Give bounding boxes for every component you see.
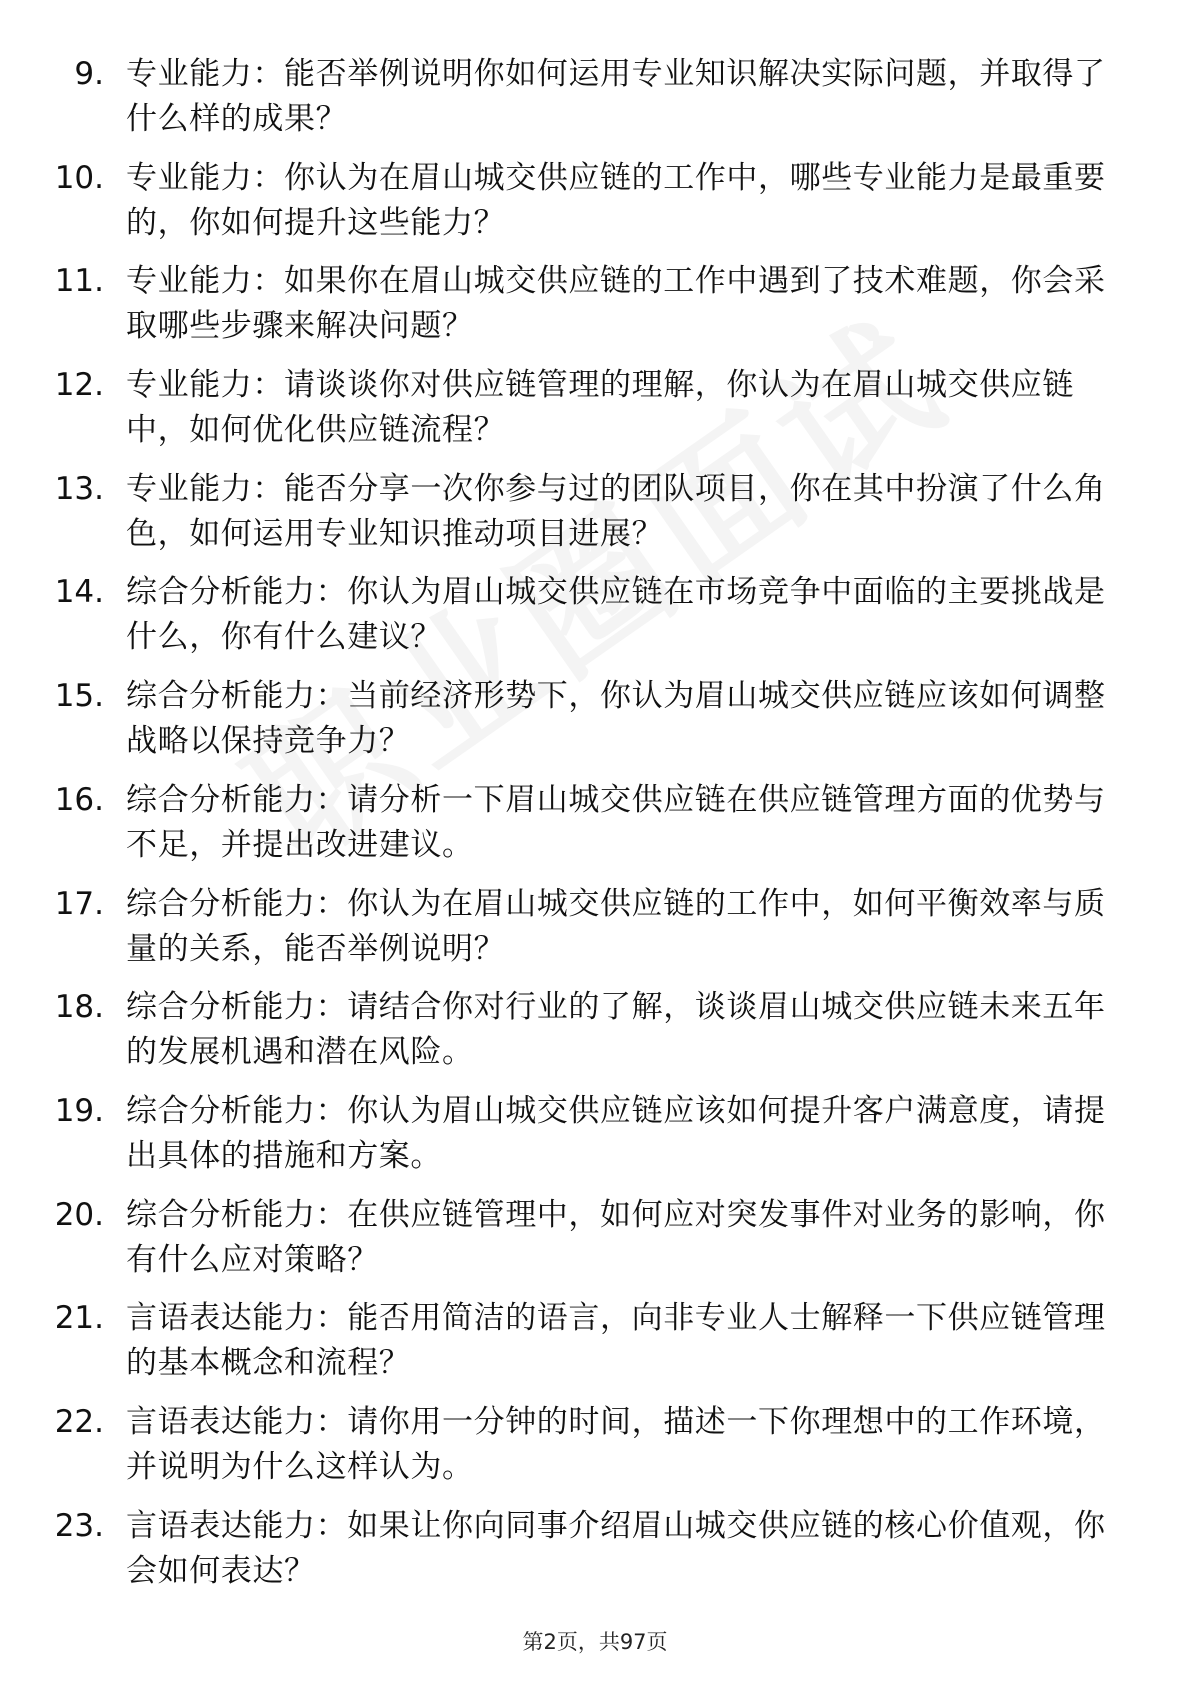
list-item xyxy=(0,1396,1190,1500)
question-number: 14. xyxy=(54,574,104,611)
list-item xyxy=(0,566,1190,670)
question-number: 10. xyxy=(54,159,104,196)
question-number: 18. xyxy=(54,989,104,1026)
list-item xyxy=(0,48,1190,152)
question-text: 综合分析能力：你认为眉山城交供应链应该如何提升客户满意度，请提出具体的措施和方案。 xyxy=(126,1092,1106,1174)
question-number: 16. xyxy=(54,781,104,818)
question-text: 专业能力：请谈谈你对供应链管理的理解，你认为在眉山城交供应链中，如何优化供应链流程？ xyxy=(126,367,1074,449)
question-text: 专业能力：如果你在眉山城交供应链的工作中遇到了技术难题，你会采取哪些步骤来解决问题？ xyxy=(126,263,1106,345)
question-number: 23. xyxy=(54,1507,104,1544)
list-item xyxy=(0,255,1190,359)
question-number: 12. xyxy=(54,367,104,404)
question-text: 专业能力：你认为在眉山城交供应链的工作中，哪些专业能力是最重要的，你如何提升这些能力？ xyxy=(126,159,1106,241)
question-text: 综合分析能力：请结合你对行业的了解，谈谈眉山城交供应链未来五年的发展机遇和潜在风险。 xyxy=(126,989,1106,1071)
question-number: 20. xyxy=(54,1196,104,1233)
question-text: 言语表达能力：如果让你向同事介绍眉山城交供应链的核心价值观，你会如何表达？ xyxy=(126,1507,1106,1589)
question-text: 言语表达能力：能否用简洁的语言，向非专业人士解释一下供应链管理的基本概念和流程？ xyxy=(126,1300,1106,1382)
list-item xyxy=(0,878,1190,982)
list-item xyxy=(0,1500,1190,1604)
question-number: 22. xyxy=(54,1403,104,1440)
list-item xyxy=(0,152,1190,256)
question-text: 综合分析能力：你认为眉山城交供应链在市场竞争中面临的主要挑战是什么，你有什么建议？ xyxy=(126,574,1106,656)
question-number: 11. xyxy=(54,263,104,300)
list-item xyxy=(0,1085,1190,1189)
question-text: 专业能力：能否举例说明你如何运用专业知识解决实际问题，并取得了什么样的成果？ xyxy=(126,56,1106,137)
list-item xyxy=(0,359,1190,463)
list-item xyxy=(0,1292,1190,1396)
question-number: 19. xyxy=(54,1092,104,1129)
question-text: 言语表达能力：请你用一分钟的时间，描述一下你理想中的工作环境，并说明为什么这样认为。 xyxy=(126,1403,1106,1485)
question-number: 17. xyxy=(54,885,104,922)
list-item xyxy=(0,774,1190,878)
question-text: 综合分析能力：请分析一下眉山城交供应链在供应链管理方面的优势与不足，并提出改进建议。 xyxy=(126,781,1106,863)
question-number: 9. xyxy=(74,56,104,92)
question-number: 13. xyxy=(54,470,104,507)
question-text: 综合分析能力：在供应链管理中，如何应对突发事件对业务的影响，你有什么应对策略？ xyxy=(126,1196,1106,1278)
list-item xyxy=(0,981,1190,1085)
page-footer: 第2页，共97页 xyxy=(522,1630,668,1654)
question-number: 15. xyxy=(54,678,104,715)
question-text: 专业能力：能否分享一次你参与过的团队项目，你在其中扮演了什么角色，如何运用专业知识推动项目进展？ xyxy=(126,470,1106,552)
list-item xyxy=(0,1189,1190,1293)
list-item xyxy=(0,670,1190,774)
question-list xyxy=(0,48,1190,1603)
list-item xyxy=(0,463,1190,567)
question-number: 21. xyxy=(54,1300,104,1337)
question-text: 综合分析能力：当前经济形势下，你认为眉山城交供应链应该如何调整战略以保持竞争力？ xyxy=(126,678,1106,760)
question-text: 综合分析能力：你认为在眉山城交供应链的工作中，如何平衡效率与质量的关系，能否举例说明？ xyxy=(126,885,1106,967)
